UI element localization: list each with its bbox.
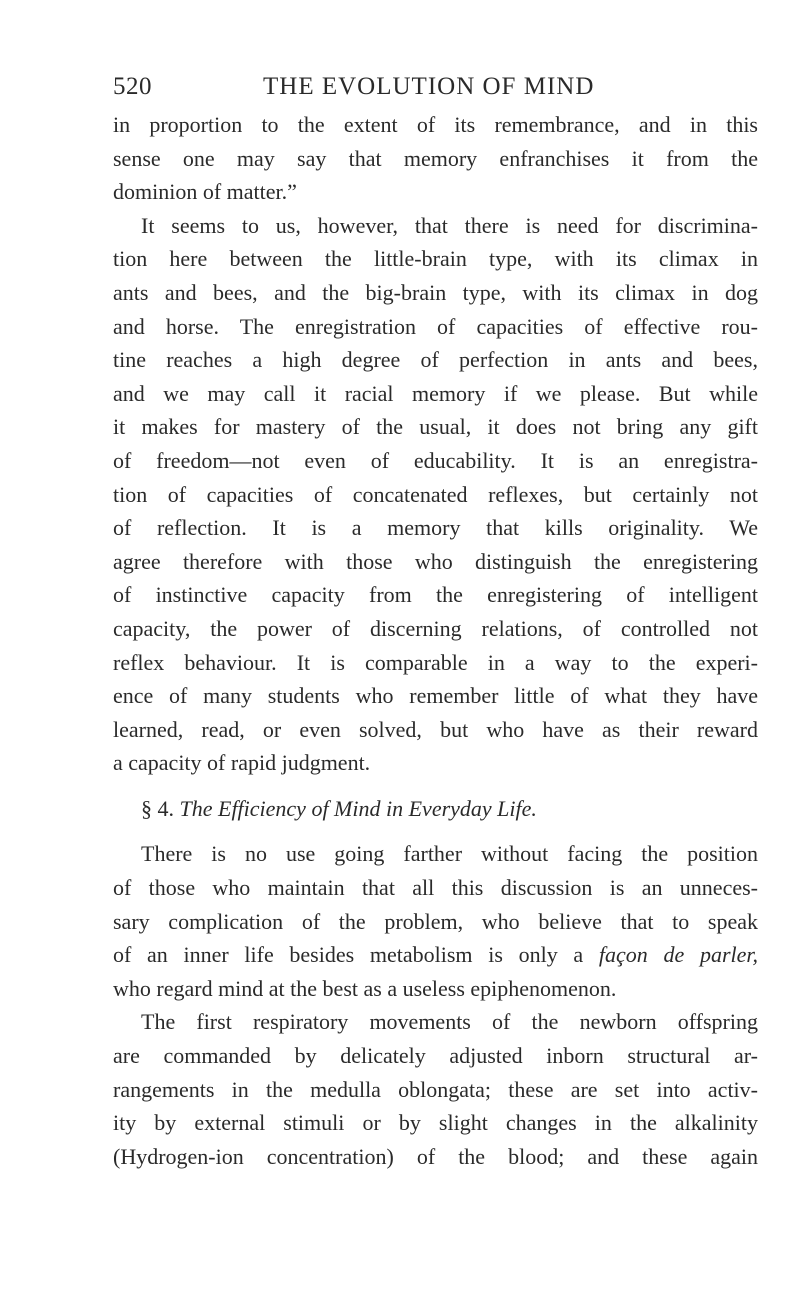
text-segment: of an inner life besides metabolism is only a — [113, 942, 599, 968]
section-number: § 4. — [141, 795, 174, 821]
text-line: ants and bees, and the big-brain type, with its climax in dog — [113, 279, 758, 305]
paragraph-2 — [113, 209, 758, 780]
text-line: (Hydrogen-ion concentration) of the blood; and these again — [113, 1143, 758, 1169]
text-line: capacity, the power of discerning relations, of controlled not — [113, 615, 758, 641]
section-title: The Efficiency of Mind in Everyday Life. — [179, 795, 537, 821]
paragraph-1 — [113, 108, 758, 209]
page-number: 520 — [113, 73, 152, 100]
text-line — [113, 938, 758, 972]
running-title: THE EVOLUTION OF MIND — [263, 73, 595, 100]
text-line: agree therefore with those who distinguish the enregistering — [113, 548, 758, 574]
text-line: learned, read, or even solved, but who have as their reward — [113, 716, 758, 742]
text-line: sense one may say that memory enfranchises it from the — [113, 145, 758, 171]
text-line: in proportion to the extent of its remembrance, and in this — [113, 112, 758, 137]
section-heading — [113, 792, 758, 826]
text-line: and we may call it racial memory if we please. But while — [113, 380, 758, 406]
text-line: and horse. The enregistration of capacities of effective rou- — [113, 313, 758, 339]
text-line: tine reaches a high degree of perfection in ants and bees, — [113, 347, 758, 373]
text-line: ity by external stimuli or by slight changes in the alkalinity — [113, 1110, 758, 1136]
paragraph-4 — [113, 1005, 758, 1173]
text-line: who regard mind at the best as a useless epiphenomenon. — [113, 975, 617, 1001]
text-line: The first respiratory movements of the newborn offspring — [141, 1009, 758, 1035]
text-line: dominion of matter.” — [113, 179, 297, 205]
text-line: tion of capacities of concatenated reflexes, but certainly not — [113, 481, 758, 507]
text-line: ence of many students who remember little of what they have — [113, 683, 758, 709]
text-line: rangements in the medulla oblongata; these are set into activ- — [113, 1076, 758, 1102]
text-line: There is no use going farther without facing the position — [141, 841, 758, 867]
text-line: reflex behaviour. It is comparable in a way to the experi- — [113, 649, 758, 675]
text-line: tion here between the little-brain type, with its climax in — [113, 246, 758, 272]
text-line: of freedom—not even of educability. It is an enregistra- — [113, 447, 758, 473]
paragraph-3 — [113, 837, 758, 1005]
body-text — [113, 108, 758, 1173]
text-line: sary complication of the problem, who believe that to speak — [113, 908, 758, 934]
italic-phrase: façon de parler, — [598, 942, 759, 968]
text-line: of those who maintain that all this discussion is an unneces- — [113, 875, 758, 901]
text-line: a capacity of rapid judgment. — [113, 750, 371, 776]
text-line: of reflection. It is a memory that kills originality. We — [113, 515, 758, 541]
running-head — [113, 73, 691, 107]
text-line: of instinctive capacity from the enregistering of intelligent — [113, 582, 758, 608]
text-line: it makes for mastery of the usual, it does not bring any gift — [113, 414, 758, 440]
text-line: It seems to us, however, that there is need for discrimina- — [141, 212, 758, 238]
text-line: are commanded by delicately adjusted inborn structural ar- — [113, 1043, 758, 1069]
